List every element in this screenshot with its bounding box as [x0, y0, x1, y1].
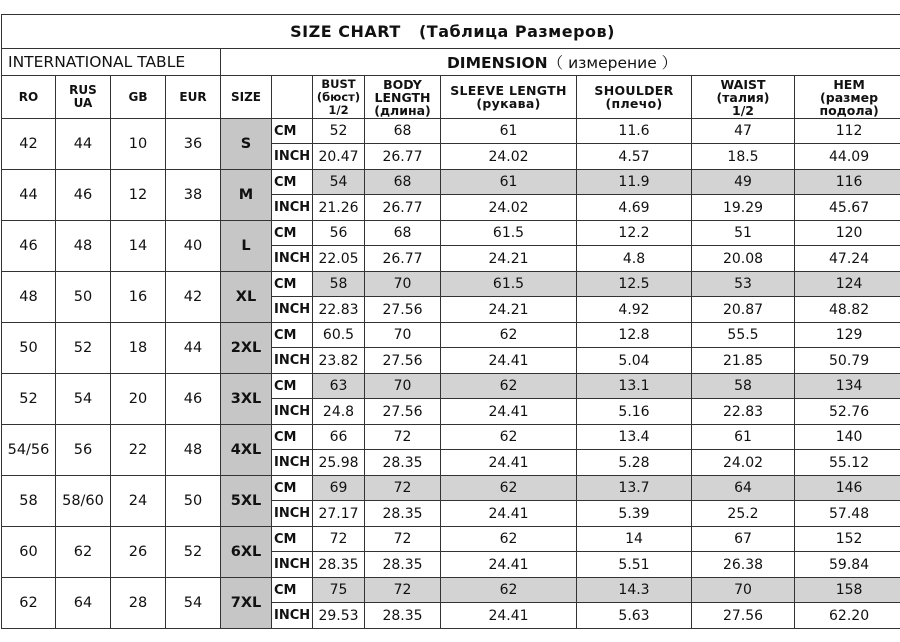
rus-ua-cell: 54 — [56, 374, 111, 425]
dimension-label-main: DIMENSION — [446, 54, 548, 72]
unit-inch-label: INCH — [272, 144, 313, 170]
hem-inch-cell: 44.09 — [795, 144, 900, 170]
size-label-cell: 4XL — [221, 425, 272, 476]
body-inch-cell: 26.77 — [365, 195, 441, 221]
hem-inch-cell: 50.79 — [795, 348, 900, 374]
shoulder-inch-cell: 5.39 — [577, 501, 692, 527]
body-cm-cell: 72 — [365, 578, 441, 603]
ro-cell: 48 — [2, 272, 56, 323]
shoulder-inch-cell: 5.63 — [577, 603, 692, 629]
waist-cm-cell: 49 — [692, 170, 795, 195]
bust-inch-cell: 21.26 — [313, 195, 365, 221]
hem-inch-cell: 59.84 — [795, 552, 900, 578]
rus-ua-cell: 64 — [56, 578, 111, 629]
body-cm-cell: 70 — [365, 323, 441, 348]
body-cm-cell: 72 — [365, 527, 441, 552]
header-hem — [795, 76, 900, 119]
unit-cm-label: CM — [272, 119, 313, 144]
ro-cell: 60 — [2, 527, 56, 578]
header-shoulder-line1: SHOULDER — [594, 83, 674, 98]
hem-inch-cell: 52.76 — [795, 399, 900, 425]
sleeve-cm-cell: 62 — [441, 374, 577, 399]
waist-inch-cell: 18.5 — [692, 144, 795, 170]
gb-cell: 26 — [111, 527, 166, 578]
ro-cell: 58 — [2, 476, 56, 527]
eur-cell: 52 — [166, 527, 221, 578]
hem-inch-cell: 48.82 — [795, 297, 900, 323]
hem-cm-cell: 140 — [795, 425, 900, 450]
unit-inch-label: INCH — [272, 399, 313, 425]
header-hem-line3: подола) — [819, 102, 879, 118]
ro-cell: 52 — [2, 374, 56, 425]
body-inch-cell: 27.56 — [365, 297, 441, 323]
gb-cell: 20 — [111, 374, 166, 425]
bust-cm-cell: 56 — [313, 221, 365, 246]
hem-inch-cell: 45.67 — [795, 195, 900, 221]
sleeve-cm-cell: 62 — [441, 578, 577, 603]
shoulder-inch-cell: 4.8 — [577, 246, 692, 272]
ro-cell: 44 — [2, 170, 56, 221]
hem-cm-cell: 152 — [795, 527, 900, 552]
waist-cm-cell: 47 — [692, 119, 795, 144]
hem-inch-cell: 62.20 — [795, 603, 900, 629]
table-row-cm — [2, 425, 900, 450]
header-body-line3: (длина) — [374, 102, 431, 118]
header-sleeve-line2: (рукава) — [476, 96, 541, 111]
unit-cm-label: CM — [272, 476, 313, 501]
bust-inch-cell: 20.47 — [313, 144, 365, 170]
unit-cm-label: CM — [272, 374, 313, 399]
dimension-label — [221, 49, 900, 76]
eur-cell: 54 — [166, 578, 221, 629]
eur-cell: 36 — [166, 119, 221, 170]
waist-cm-cell: 53 — [692, 272, 795, 297]
size-label-cell: 5XL — [221, 476, 272, 527]
gb-cell: 12 — [111, 170, 166, 221]
unit-cm-label: CM — [272, 425, 313, 450]
header-hem-line2: (размер — [820, 89, 879, 105]
waist-inch-cell: 20.87 — [692, 297, 795, 323]
bust-cm-cell: 66 — [313, 425, 365, 450]
size-label-cell: 3XL — [221, 374, 272, 425]
hem-cm-cell: 158 — [795, 578, 900, 603]
unit-inch-label: INCH — [272, 501, 313, 527]
rus-ua-cell: 62 — [56, 527, 111, 578]
waist-cm-cell: 64 — [692, 476, 795, 501]
header-eur: EUR — [166, 76, 221, 119]
shoulder-cm-cell: 11.9 — [577, 170, 692, 195]
chart-title — [2, 15, 900, 49]
shoulder-cm-cell: 11.6 — [577, 119, 692, 144]
body-inch-cell: 28.35 — [365, 552, 441, 578]
waist-cm-cell: 58 — [692, 374, 795, 399]
unit-inch-label: INCH — [272, 297, 313, 323]
sleeve-inch-cell: 24.21 — [441, 297, 577, 323]
unit-cm-label: CM — [272, 170, 313, 195]
table-row-cm — [2, 323, 900, 348]
header-waist-line1: WAIST — [720, 76, 766, 92]
shoulder-cm-cell: 12.2 — [577, 221, 692, 246]
body-cm-cell: 68 — [365, 221, 441, 246]
table-row-cm — [2, 476, 900, 501]
bust-inch-cell: 25.98 — [313, 450, 365, 476]
hem-cm-cell: 146 — [795, 476, 900, 501]
sleeve-inch-cell: 24.41 — [441, 450, 577, 476]
sleeve-inch-cell: 24.41 — [441, 603, 577, 629]
bust-inch-cell: 22.05 — [313, 246, 365, 272]
rus-ua-cell: 48 — [56, 221, 111, 272]
table-row-cm — [2, 272, 900, 297]
sleeve-inch-cell: 24.02 — [441, 144, 577, 170]
waist-inch-cell: 27.56 — [692, 603, 795, 629]
shoulder-cm-cell: 13.4 — [577, 425, 692, 450]
header-bust — [313, 76, 365, 119]
hem-inch-cell: 57.48 — [795, 501, 900, 527]
header-unit-blank — [272, 76, 313, 119]
eur-cell: 38 — [166, 170, 221, 221]
dimension-label-sub: （ измерение ） — [547, 54, 678, 72]
header-sleeve-length — [441, 76, 577, 119]
body-inch-cell: 28.35 — [365, 501, 441, 527]
body-cm-cell: 72 — [365, 425, 441, 450]
shoulder-cm-cell: 13.1 — [577, 374, 692, 399]
bust-inch-cell: 24.8 — [313, 399, 365, 425]
rus-ua-cell: 46 — [56, 170, 111, 221]
unit-inch-label: INCH — [272, 195, 313, 221]
hem-cm-cell: 120 — [795, 221, 900, 246]
header-rus: RUS — [69, 83, 97, 97]
sleeve-inch-cell: 24.41 — [441, 348, 577, 374]
waist-inch-cell: 24.02 — [692, 450, 795, 476]
shoulder-cm-cell: 14.3 — [577, 578, 692, 603]
table-row-cm — [2, 170, 900, 195]
sleeve-cm-cell: 62 — [441, 527, 577, 552]
size-label-cell: L — [221, 221, 272, 272]
gb-cell: 14 — [111, 221, 166, 272]
header-body-length — [365, 76, 441, 119]
shoulder-inch-cell: 4.57 — [577, 144, 692, 170]
sleeve-cm-cell: 62 — [441, 476, 577, 501]
ro-cell: 54/56 — [2, 425, 56, 476]
header-hem-line1: HEM — [833, 76, 865, 92]
international-table-label: INTERNATIONAL TABLE — [2, 49, 221, 76]
table-row-cm — [2, 221, 900, 246]
shoulder-inch-cell: 4.92 — [577, 297, 692, 323]
hem-cm-cell: 116 — [795, 170, 900, 195]
rus-ua-cell: 52 — [56, 323, 111, 374]
sleeve-cm-cell: 61.5 — [441, 272, 577, 297]
hem-inch-cell: 55.12 — [795, 450, 900, 476]
rus-ua-cell: 58/60 — [56, 476, 111, 527]
waist-cm-cell: 61 — [692, 425, 795, 450]
waist-inch-cell: 25.2 — [692, 501, 795, 527]
body-inch-cell: 26.77 — [365, 246, 441, 272]
gb-cell: 16 — [111, 272, 166, 323]
size-label-cell: XL — [221, 272, 272, 323]
bust-cm-cell: 69 — [313, 476, 365, 501]
gb-cell: 10 — [111, 119, 166, 170]
sleeve-inch-cell: 24.41 — [441, 399, 577, 425]
unit-cm-label: CM — [272, 578, 313, 603]
hem-cm-cell: 124 — [795, 272, 900, 297]
header-waist-line3: 1/2 — [732, 102, 754, 118]
sleeve-inch-cell: 24.02 — [441, 195, 577, 221]
shoulder-cm-cell: 12.8 — [577, 323, 692, 348]
bust-cm-cell: 63 — [313, 374, 365, 399]
table-row-cm — [2, 119, 900, 144]
sleeve-cm-cell: 61 — [441, 119, 577, 144]
body-inch-cell: 28.35 — [365, 450, 441, 476]
eur-cell: 48 — [166, 425, 221, 476]
unit-inch-label: INCH — [272, 246, 313, 272]
unit-inch-label: INCH — [272, 348, 313, 374]
shoulder-cm-cell: 13.7 — [577, 476, 692, 501]
bust-inch-cell: 29.53 — [313, 603, 365, 629]
unit-inch-label: INCH — [272, 552, 313, 578]
eur-cell: 42 — [166, 272, 221, 323]
bust-cm-cell: 54 — [313, 170, 365, 195]
shoulder-inch-cell: 5.04 — [577, 348, 692, 374]
header-gb: GB — [111, 76, 166, 119]
waist-cm-cell: 51 — [692, 221, 795, 246]
ro-cell: 62 — [2, 578, 56, 629]
shoulder-inch-cell: 4.69 — [577, 195, 692, 221]
rus-ua-cell: 56 — [56, 425, 111, 476]
header-waist-line2: (талия) — [716, 89, 770, 105]
header-rus-ua — [56, 76, 111, 119]
column-header-row — [2, 76, 900, 119]
rus-ua-cell: 50 — [56, 272, 111, 323]
table-row-cm — [2, 527, 900, 552]
bust-cm-cell: 58 — [313, 272, 365, 297]
eur-cell: 44 — [166, 323, 221, 374]
header-sleeve-line1: SLEEVE LENGTH — [450, 83, 567, 98]
header-ro: RO — [2, 76, 56, 119]
header-shoulder — [577, 76, 692, 119]
bust-inch-cell: 22.83 — [313, 297, 365, 323]
table-row-cm — [2, 374, 900, 399]
bust-inch-cell: 28.35 — [313, 552, 365, 578]
unit-cm-label: CM — [272, 272, 313, 297]
bust-cm-cell: 60.5 — [313, 323, 365, 348]
sleeve-cm-cell: 62 — [441, 323, 577, 348]
rus-ua-cell: 44 — [56, 119, 111, 170]
size-label-cell: 2XL — [221, 323, 272, 374]
waist-inch-cell: 26.38 — [692, 552, 795, 578]
gb-cell: 22 — [111, 425, 166, 476]
body-inch-cell: 27.56 — [365, 399, 441, 425]
bust-cm-cell: 52 — [313, 119, 365, 144]
sleeve-inch-cell: 24.41 — [441, 501, 577, 527]
body-inch-cell: 26.77 — [365, 144, 441, 170]
size-label-cell: S — [221, 119, 272, 170]
body-cm-cell: 68 — [365, 170, 441, 195]
sleeve-inch-cell: 24.41 — [441, 552, 577, 578]
eur-cell: 40 — [166, 221, 221, 272]
ro-cell: 42 — [2, 119, 56, 170]
eur-cell: 50 — [166, 476, 221, 527]
body-cm-cell: 68 — [365, 119, 441, 144]
bust-cm-cell: 72 — [313, 527, 365, 552]
shoulder-cm-cell: 12.5 — [577, 272, 692, 297]
waist-inch-cell: 19.29 — [692, 195, 795, 221]
table-row-cm — [2, 578, 900, 603]
shoulder-inch-cell: 5.51 — [577, 552, 692, 578]
unit-cm-label: CM — [272, 323, 313, 348]
sleeve-cm-cell: 61 — [441, 170, 577, 195]
waist-cm-cell: 55.5 — [692, 323, 795, 348]
bust-cm-cell: 75 — [313, 578, 365, 603]
size-label-cell: M — [221, 170, 272, 221]
body-inch-cell: 27.56 — [365, 348, 441, 374]
header-bust-line2: (бюст) — [316, 89, 361, 104]
shoulder-cm-cell: 14 — [577, 527, 692, 552]
sleeve-cm-cell: 61.5 — [441, 221, 577, 246]
header-body-line2: LENGTH — [374, 89, 431, 105]
chart-title-sub: (Таблица Размеров) — [418, 22, 615, 41]
waist-cm-cell: 70 — [692, 578, 795, 603]
size-label-cell: 6XL — [221, 527, 272, 578]
sleeve-inch-cell: 24.21 — [441, 246, 577, 272]
body-cm-cell: 70 — [365, 374, 441, 399]
bust-inch-cell: 27.17 — [313, 501, 365, 527]
hem-cm-cell: 129 — [795, 323, 900, 348]
chart-title-main: SIZE CHART — [290, 22, 401, 41]
header-size: SIZE — [221, 76, 272, 119]
ro-cell: 46 — [2, 221, 56, 272]
header-body-line1: BODY — [383, 76, 422, 92]
waist-inch-cell: 22.83 — [692, 399, 795, 425]
unit-inch-label: INCH — [272, 603, 313, 629]
size-chart-table — [1, 14, 900, 629]
gb-cell: 28 — [111, 578, 166, 629]
ro-cell: 50 — [2, 323, 56, 374]
waist-cm-cell: 67 — [692, 527, 795, 552]
bust-inch-cell: 23.82 — [313, 348, 365, 374]
gb-cell: 24 — [111, 476, 166, 527]
gb-cell: 18 — [111, 323, 166, 374]
hem-inch-cell: 47.24 — [795, 246, 900, 272]
header-waist — [692, 76, 795, 119]
sleeve-cm-cell: 62 — [441, 425, 577, 450]
size-label-cell: 7XL — [221, 578, 272, 629]
body-cm-cell: 70 — [365, 272, 441, 297]
shoulder-inch-cell: 5.28 — [577, 450, 692, 476]
shoulder-inch-cell: 5.16 — [577, 399, 692, 425]
waist-inch-cell: 20.08 — [692, 246, 795, 272]
body-inch-cell: 28.35 — [365, 603, 441, 629]
header-bust-line1: BUST — [321, 76, 356, 91]
header-bust-line3: 1/2 — [328, 102, 349, 117]
waist-inch-cell: 21.85 — [692, 348, 795, 374]
header-ua: UA — [73, 96, 93, 110]
header-shoulder-line2: (плечо) — [605, 96, 663, 111]
unit-cm-label: CM — [272, 527, 313, 552]
hem-cm-cell: 112 — [795, 119, 900, 144]
eur-cell: 46 — [166, 374, 221, 425]
hem-cm-cell: 134 — [795, 374, 900, 399]
body-cm-cell: 72 — [365, 476, 441, 501]
unit-cm-label: CM — [272, 221, 313, 246]
unit-inch-label: INCH — [272, 450, 313, 476]
